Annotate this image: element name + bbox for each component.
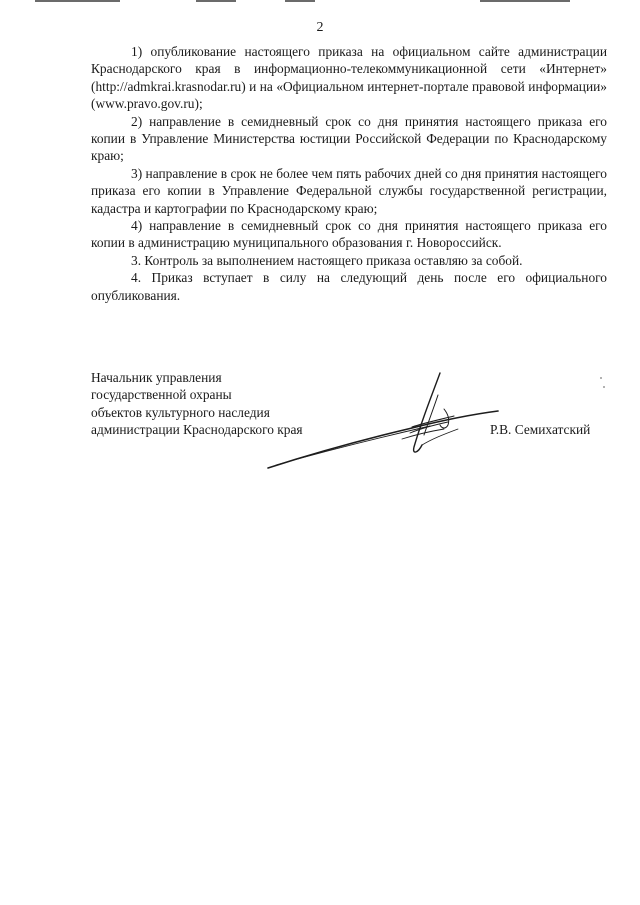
page-number: 2	[316, 20, 324, 35]
paragraph-control: 3. Контроль за выполнением настоящего приказа оставляю за собой.	[131, 252, 523, 268]
paragraph-ministry-of-justice: 2) направление в семидневный срок со дня принятия настоящего приказа его копии в Управление Министерства юстиции Российской Федерации по Краснодарскому краю;	[91, 113, 607, 164]
paragraph-federal-registration-service: 3) направление в срок не более чем пять рабочих дней со дня принятия настоящего приказа его копии в Управление Федеральной службы государственной регистрации, кадастра и картографии по Краснодарскому краю;	[91, 165, 607, 216]
document-body	[91, 43, 607, 304]
handwritten-signature	[262, 365, 502, 475]
position-line: объектов культурного наследия	[91, 404, 270, 420]
scan-edge-left	[35, 0, 120, 2]
scan-edge-middle-2	[285, 0, 315, 2]
scan-speck	[603, 386, 605, 388]
position-line: администрации Краснодарского края	[91, 422, 303, 438]
position-line: государственной охраны	[91, 387, 232, 403]
position-line: Начальник управления	[91, 370, 222, 385]
paragraph-novorossiysk-administration: 4) направление в семидневный срок со дня принятия настоящего приказа его копии в администрацию муниципального образования г. Новороссийск.	[91, 218, 607, 251]
signatory-name: Р.В. Семихатский	[490, 422, 591, 437]
paragraph-publication: 1) опубликование настоящего приказа на официальном сайте администрации Краснодарского края в информационно-телекоммуникационной сети «Интернет» (http://admkrai.krasnodar.ru) и на «Официальном интернет-портале правовой информации» (www.pravo.gov.ru);	[91, 44, 607, 112]
scan-edge-right	[480, 0, 570, 2]
paragraph-entry-into-force: 4. Приказ вступает в силу на следующий день после его официального опубликования.	[91, 270, 607, 303]
scan-speck	[600, 377, 602, 379]
scan-edge-middle	[196, 0, 236, 2]
